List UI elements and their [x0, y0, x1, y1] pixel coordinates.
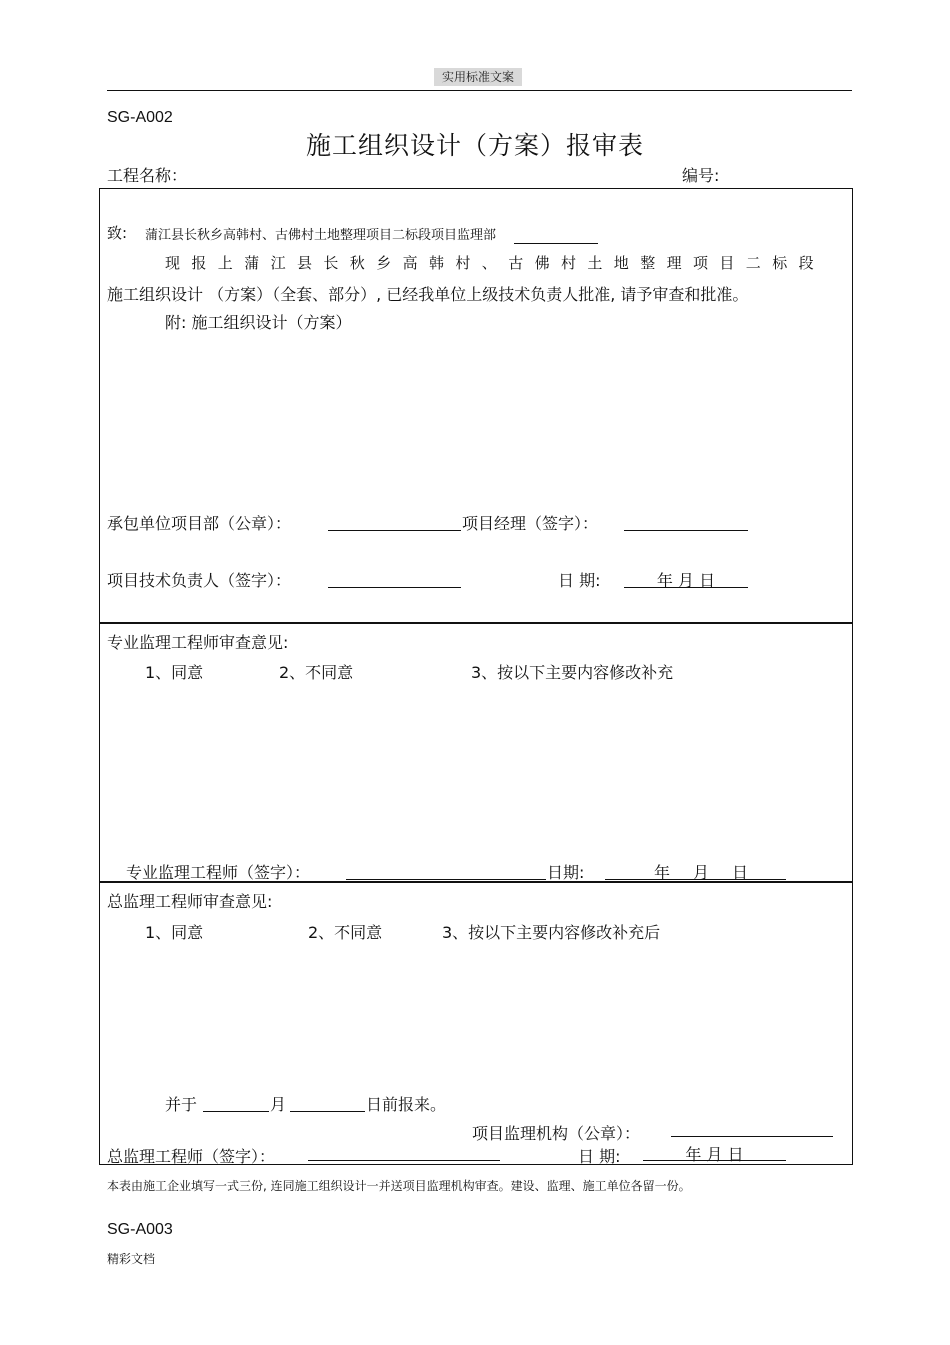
specialist-heading: 专业监理工程师审查意见:	[107, 633, 289, 652]
report-line-1-text: 现报上蒲江县长秋乡高韩村、古佛村土地整理项目二标段	[165, 254, 826, 272]
attachment-line: 附: 施工组织设计（方案）	[165, 313, 352, 332]
form-title: 施工组织设计（方案）报审表	[305, 131, 644, 160]
footer-note: 本表由施工企业填写一式三份, 连同施工组织设计一并送项目监理机构审查。建设、监理、施工单位各留一份。	[107, 1179, 691, 1193]
chief-date-label: 日 期:	[578, 1147, 621, 1166]
resubmit-day-label: 日前报来。	[366, 1095, 447, 1114]
manager-sign-field[interactable]	[624, 530, 748, 531]
to-prefix: 致:	[107, 224, 128, 242]
supervision-org-label: 项目监理机构（公章）：	[472, 1124, 641, 1143]
report-line-1	[165, 252, 825, 273]
supervision-org-field[interactable]	[671, 1136, 833, 1137]
chief-option-revise[interactable]: 3、按以下主要内容修改补充后	[442, 923, 661, 942]
resubmit-month-label: 月	[270, 1095, 287, 1114]
contractor-seal-label: 承包单位项目部（公章）：	[107, 514, 292, 533]
resubmit-prefix: 并于	[165, 1095, 198, 1114]
specialist-date-label: 日期:	[547, 863, 585, 882]
bottom-tag: 精彩文档	[107, 1252, 156, 1266]
report-line-2: 施工组织设计 （方案）（全套、部分）, 已经我单位上级技术负责人批准, 请予审查和批准。	[107, 285, 749, 304]
to-underline	[514, 243, 598, 244]
specialist-date-day: 日	[732, 863, 749, 882]
form-code: SG-A002	[107, 109, 173, 126]
manager-sign-label: 项目经理（签字）：	[462, 514, 599, 533]
chief-option-disagree[interactable]: 2、不同意	[308, 923, 383, 942]
chief-heading: 总监理工程师审查意见:	[107, 892, 273, 911]
specialist-sign-field[interactable]	[346, 879, 546, 880]
specialist-sign-label: 专业监理工程师（签字）：	[126, 863, 311, 882]
tech-lead-sign-field[interactable]	[328, 587, 461, 588]
chief-option-agree[interactable]: 1、同意	[145, 923, 204, 942]
tech-lead-sign-label: 项目技术负责人（签字）：	[107, 571, 292, 590]
next-form-code: SG-A003	[107, 1221, 173, 1238]
specialist-option-disagree[interactable]: 2、不同意	[279, 663, 354, 682]
chief-date-field[interactable]: 年 月 日	[643, 1142, 786, 1161]
chief-sign-label: 总监理工程师（签字）：	[107, 1147, 276, 1166]
specialist-option-revise[interactable]: 3、按以下主要内容修改补充	[471, 663, 674, 682]
number-label: 编号:	[682, 166, 720, 185]
contractor-seal-field[interactable]	[328, 530, 461, 531]
header-tag: 实用标准文案	[434, 68, 522, 86]
specialist-option-agree[interactable]: 1、同意	[145, 663, 204, 682]
date-label-1: 日 期:	[558, 571, 601, 590]
header-rule	[107, 90, 852, 91]
specialist-date-year: 年	[654, 863, 671, 882]
to-recipient: 蒲江县长秋乡高韩村、古佛村土地整理项目二标段项目监理部	[145, 228, 497, 243]
specialist-date-month: 月	[693, 863, 710, 882]
chief-sign-field[interactable]	[308, 1160, 500, 1161]
resubmit-month-field[interactable]	[203, 1111, 269, 1112]
resubmit-day-field[interactable]	[290, 1111, 365, 1112]
project-name-label: 工程名称：	[107, 166, 188, 185]
date-field-1[interactable]: 年 月 日	[624, 568, 748, 588]
